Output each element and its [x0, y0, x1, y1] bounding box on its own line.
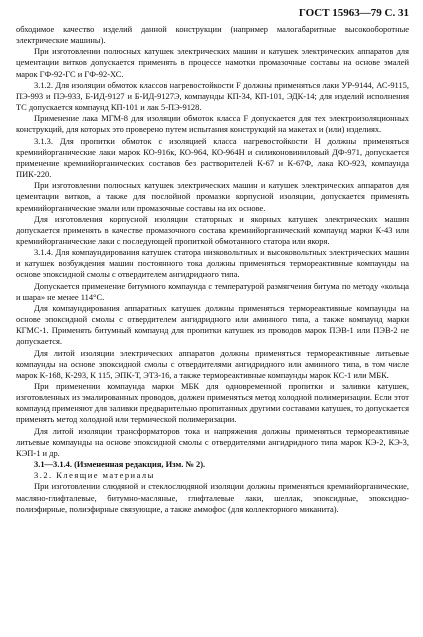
paragraph: При изготовлении полюсных катушек электрических машин и катушек электрических аппаратов для цементации витков допускается применять в процессе намотки промазочные составы на основе эмалей марок ГФ-92-ГС и ГФ-92-ХС. [16, 46, 409, 79]
paragraph: 3.1.2. Для изоляции обмоток классов нагревостойкости F должны применяться лаки УР-9144, АС-9115, ПЭ-993 и ПЭ-933, Б-ИД-9127 и Б-ИД-9127Э, компаунды КП-34, КП-101, ЭДК-14; для изделий исполнения ТС допускается компаунд КП-101 и лак 5-ПЭ-9128. [16, 79, 409, 113]
paragraph: При изготовлении полюсных катушек электрических машин и катушек электрических аппаратов для цементации витков, а также для послойной промазки корпусной изоляции, допускается применять кремнийорганические эмали или промазочные составы на их основе. [16, 180, 409, 213]
paragraph: При изготовлении слюдяной и стеклослюдяной изоляции должны применяться кремнийорганические, масляно-глифталевые, битумно-масляные, глифталевые лаки, шеллак, эпоксидные, эпоксидно-полиэфирные, полиэфирные связующие, а также аммофос (для коллекторного миканита). [16, 481, 409, 514]
paragraph: обходимое качество изделий данной конструкции (например малогабаритные высокооборотные электрические машины). [16, 24, 409, 46]
standard-number: ГОСТ 15963—79 [298, 7, 382, 19]
amendment-note: 3.1—3.1.4. (Измененная редакция, Изм. № 2). [34, 459, 206, 470]
document-body [16, 24, 409, 515]
page-number: С. 31 [384, 7, 409, 19]
paragraph: Для компаундирования аппаратных катушек должны применяться термореактивные компаунды на основе эпоксидной смолы с отвердителем ангидридного или аминного типа, а также компаунд марки КГМС-1. Применять битумный компаунд для пропитки катушек из проводов марок ПЭВ-1 или ПЭВ-2 не допускается. [16, 302, 409, 347]
page-header [16, 7, 409, 20]
paragraph: Для изготовления корпусной изоляции статорных и якорных катушек электрических машин допускается применять в качестве промазочного состава кремнийорганический компаунд марки К-43 или кремнийорганические лаки с последующей пропиткой обмотанного статора или якоря. [16, 213, 409, 246]
paragraph: Допускается применение битумного компаунда с температурой размягчения битума по методу «кольца и шара» не менее 114°С. [16, 280, 409, 302]
paragraph: Для литой изоляции трансформаторов тока и напряжения должны применяться термореактивные литьевые компаунды на основе эпоксидной смолы с отвердителями ангидридного типа марок КЭ-2, КЭ-3, КЭП-1 и др. [16, 425, 409, 458]
paragraph: 3.1.4. Для компаундирования катушек статора низковольтных и высоковольтных электрических машин и катушек возбуждения машин постоянного тока должны применяться термореактивные компаунды на основе эпоксидной смолы с отвердителем ангидридного типа. [16, 247, 409, 280]
paragraph: Для литой изоляции электрических аппаратов должны применяться термореактивные литьевые компаунды на основе эпоксидной смолы с отвердителями ангидридного или аминного типа, в том числе марок К-168, К-293, К 115, ЭПК-Т, ЭТЗ-16, а также термореактивные компаунды марок КС-1 или МБК. [16, 347, 409, 380]
section-heading: 3.2. Клеящие материалы [34, 470, 155, 481]
paragraph: При применении компаунда марки МБК для одновременной пропитки и заливки катушек, изготовленных из эмалированных проводов, должен применяться метод холодной полимеризации. Если этот компаунд применяют для заливки предварительно пропитанных другими составами катушек, то допускается применять метод холодной или термической полимеризации. [16, 381, 409, 425]
paragraph: 3.1.3. Для пропитки обмоток с изоляцией класса нагревостойкости Н должны применяться кремнийорганические лаки марок КО-916к, КО-964, КО-964Н и силиконовиниловый ДФ-971, допускается применение кремнийорганических составов без растворителей К-67 и К-67Ф, лака КО-923, компаунда ПИК-220. [16, 135, 409, 180]
paragraph: Применение лака МГМ-8 для изоляции обмоток класса F допускается для тех электроизоляционных конструкций, для которых это проверено путем испытания конструкций на макетах и (или) изделиях. [16, 113, 409, 135]
